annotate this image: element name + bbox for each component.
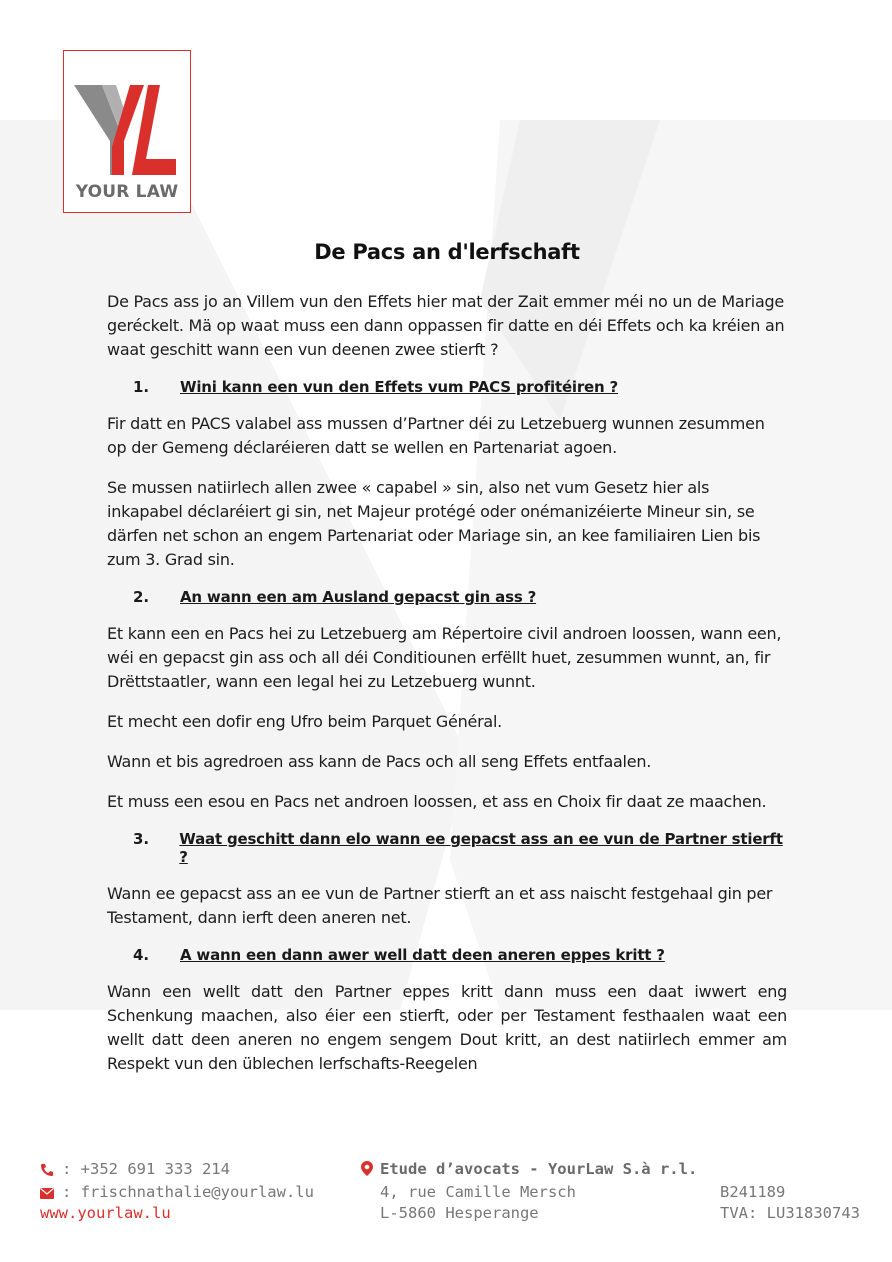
section-number: 1. — [133, 378, 150, 396]
registration-number: B241189 — [720, 1183, 786, 1201]
vat-number: TVA: LU31830743 — [720, 1204, 860, 1222]
address-city: L-5860 Hesperange — [380, 1204, 539, 1222]
section-heading — [107, 830, 787, 866]
section-title: Wini kann een vun den Effets vum PACS profitéiren ? — [180, 378, 619, 396]
paragraph: Fir datt en PACS valabel ass mussen d’Partner déi zu Letzebuerg wunnen zesummen op der Gemeng déclaréieren datt se wellen en Partenariat agoen. — [107, 414, 765, 457]
page-footer — [0, 1158, 892, 1228]
paragraph: Et mecht een dofir eng Ufro beim Parquet Général. — [107, 712, 503, 731]
email-icon — [40, 1188, 54, 1199]
address-street: 4, rue Camille Mersch — [380, 1183, 576, 1201]
email-address[interactable]: : frischnathalie@yourlaw.lu — [62, 1183, 314, 1201]
yl-monogram-icon — [72, 81, 184, 179]
paragraph: Se mussen natiirlech allen zwee « capabel » sin, also net vum Gesetz hier als inkapabel déclaréiert gi sin, net Majeur protégé oder onémanizéierte Mineur sin, se därfen net schon an engem Partenariat oder Mariage sin, an kee familiairen Lien bis zum 3. Grad sin. — [107, 478, 761, 569]
section-title: Waat geschitt dann elo wann ee gepacst ass an ee vun de Partner stierft ? — [179, 830, 783, 866]
document-body — [107, 240, 787, 1092]
yourlaw-logo — [63, 50, 191, 213]
paragraph: Et muss een esou en Pacs net androen loossen, et ass en Choix fir daat ze maachen. — [107, 792, 767, 811]
section-heading — [107, 946, 787, 964]
website-link[interactable]: www.yourlaw.lu — [40, 1204, 171, 1222]
section-number: 4. — [133, 946, 150, 964]
location-pin-icon — [361, 1161, 373, 1176]
phone-number[interactable]: : +352 691 333 214 — [62, 1160, 230, 1178]
logo-wordmark: YOUR LAW — [75, 182, 179, 202]
paragraph: Wann ee gepacst ass an ee vun de Partner stierft an et ass naischt festgehaal gin per Testament, dann ierft deen aneren net. — [107, 884, 773, 927]
section-number: 2. — [133, 588, 150, 606]
section-number: 3. — [133, 830, 150, 848]
paragraph: Et kann een en Pacs hei zu Letzebuerg am Répertoire civil androen loossen, wann een, wéi en gepacst gin ass och all déi Conditiounen erfëllt huet, zesummen wunnt, an, fir Drëttstaatler, wann een legal hei zu Letzebuerg wunnt. — [107, 624, 782, 691]
section-title: A wann een dann awer well datt deen aneren eppes kritt ? — [180, 946, 665, 964]
section-heading — [107, 588, 787, 606]
page-title: De Pacs an d'lerfschaft — [314, 240, 580, 264]
phone-icon — [40, 1163, 54, 1177]
intro-paragraph: De Pacs ass jo an Villem vun den Effets hier mat der Zait emmer méi no un de Mariage geréckelt. Mä op waat muss een dann oppassen fir datte en déi Effets och ka kréien an waat geschitt wann een vun deenen zwee stierft ? — [107, 292, 785, 359]
section-title: An wann een am Ausland gepacst gin ass ? — [180, 588, 537, 606]
section-heading — [107, 378, 787, 396]
paragraph: Wann een wellt datt den Partner eppes kritt dann muss een daat iwwert eng Schenkung maachen, also éier een stierft, oder per Testament festhaalen waat een wellt datt deen aneren no engem sengem Dout kritt, an dest natiirlech emmer am Respekt vun den üblechen lerfschafts-Reegelen — [107, 982, 787, 1073]
firm-name: Etude d’avocats - YourLaw S.à r.l. — [380, 1160, 698, 1178]
paragraph: Wann et bis agredroen ass kann de Pacs och all seng Effets entfaalen. — [107, 752, 652, 771]
